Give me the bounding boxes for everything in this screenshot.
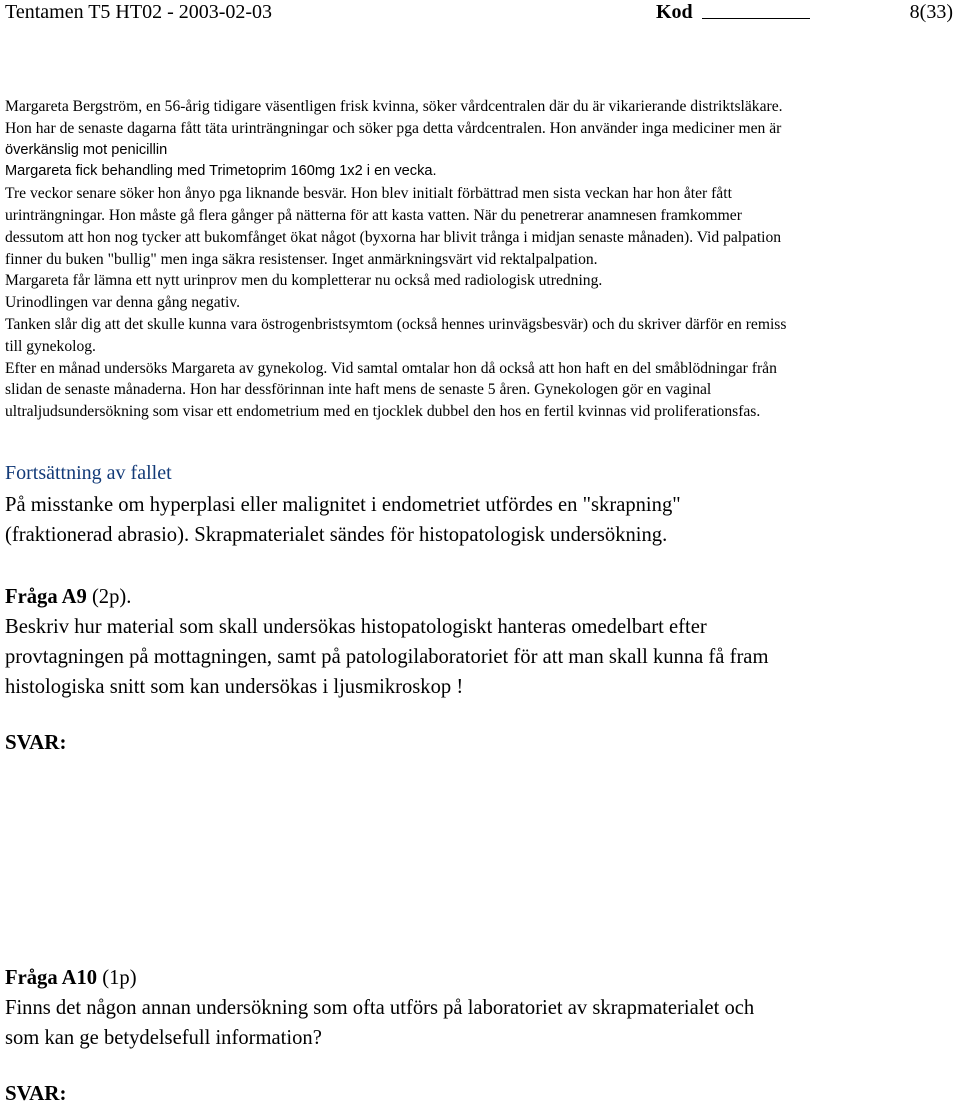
answer-label-a9: SVAR:: [5, 730, 67, 754]
question-a9: [5, 582, 955, 702]
question-line: Beskriv hur material som skall undersökas histopatologiskt hanteras omedelbart efter: [5, 616, 707, 638]
case-line: Margareta får lämna ett nytt urinprov men du kompletterar nu också med radiologisk utredning.: [5, 272, 603, 290]
kod-label: Kod: [656, 1, 693, 23]
case-line: till gynekolog.: [5, 337, 96, 355]
question-line: provtagningen på mottagningen, samt på patologilaboratoriet för att man skall kunna få fram: [5, 646, 769, 668]
page-header: [5, 0, 953, 24]
page-number: 8(33): [909, 1, 953, 23]
case-line: överkänslig mot penicillin: [5, 141, 168, 158]
case-description: [5, 96, 955, 423]
question-line: Finns det någon annan undersökning som ofta utförs på laboratoriet av skrapmaterialet och: [5, 997, 755, 1019]
case-line: Margareta Bergström, en 56-årig tidigare väsentligen frisk kvinna, söker vårdcentralen där du är vikarierande distriktsläkare.: [5, 98, 783, 115]
answer-label-a10: SVAR:: [5, 1081, 67, 1105]
continuation-heading: Fortsättning av fallet: [5, 462, 172, 484]
question-a10-title: Fråga A10: [5, 967, 98, 989]
case-line: urinträngningar. Hon måste gå flera gånger på nätterna för att kasta vatten. När du penetrerar anamnesen framkommer: [5, 206, 742, 224]
case-line: Margareta fick behandling med Trimetoprim 160mg 1x2 i en vecka.: [5, 163, 437, 180]
case-line: slidan de senaste månaderna. Hon har dessförinnan inte haft mens de senaste 5 åren. Gynekologen gör en vaginal: [5, 381, 712, 399]
kod-underline: [702, 18, 810, 19]
case-line: Tanken slår dig att det skulle kunna vara östrogenbristsymtom (också hennes urinvägsbesvär) och du skriver därför en remiss: [5, 315, 787, 333]
question-a10: [5, 963, 955, 1053]
question-a9-points: (2p).: [86, 586, 132, 608]
case-line: Efter en månad undersöks Margareta av gynekolog. Vid samtal omtalar hon då också att hon haft en del småblödningar från: [5, 359, 777, 377]
case-line: finner du buken "bullig" men inga säkra resistenser. Inget anmärkningsvärt vid rektalpalpation.: [5, 250, 598, 268]
question-a10-points: (1p): [97, 967, 137, 989]
exam-title: Tentamen T5 HT02 - 2003-02-03: [5, 1, 273, 23]
case-line: Urinodlingen var denna gång negativ.: [5, 294, 240, 312]
case-line: dessutom att hon nog tycker att bukomfånget ökat något (byxorna har blivit trånga i midjan senaste månaden). Vid palpation: [5, 228, 782, 246]
case-line: ultraljudsundersökning som visar ett endometrium med en tjocklek dubbel den hos en fertil kvinnas vid proliferationsfas.: [5, 403, 761, 421]
question-line: histologiska snitt som kan undersökas i ljusmikroskop !: [5, 676, 464, 698]
continuation-line: På misstanke om hyperplasi eller malignitet i endometriet utfördes en "skrapning": [5, 494, 681, 516]
continuation-text: [5, 490, 955, 550]
continuation-line: (fraktionerad abrasio). Skrapmaterialet sändes för histopatologisk undersökning.: [5, 524, 668, 546]
case-line: Hon har de senaste dagarna fått täta urinträngningar och söker pga detta vårdcentralen. Hon använder inga mediciner men är: [5, 119, 782, 137]
question-line: som kan ge betydelsefull information?: [5, 1027, 322, 1049]
case-line: Tre veckor senare söker hon ånyo pga liknande besvär. Hon blev initialt förbättrad men sista veckan har hon åter fått: [5, 185, 732, 203]
question-a9-title: Fråga A9: [5, 586, 87, 608]
